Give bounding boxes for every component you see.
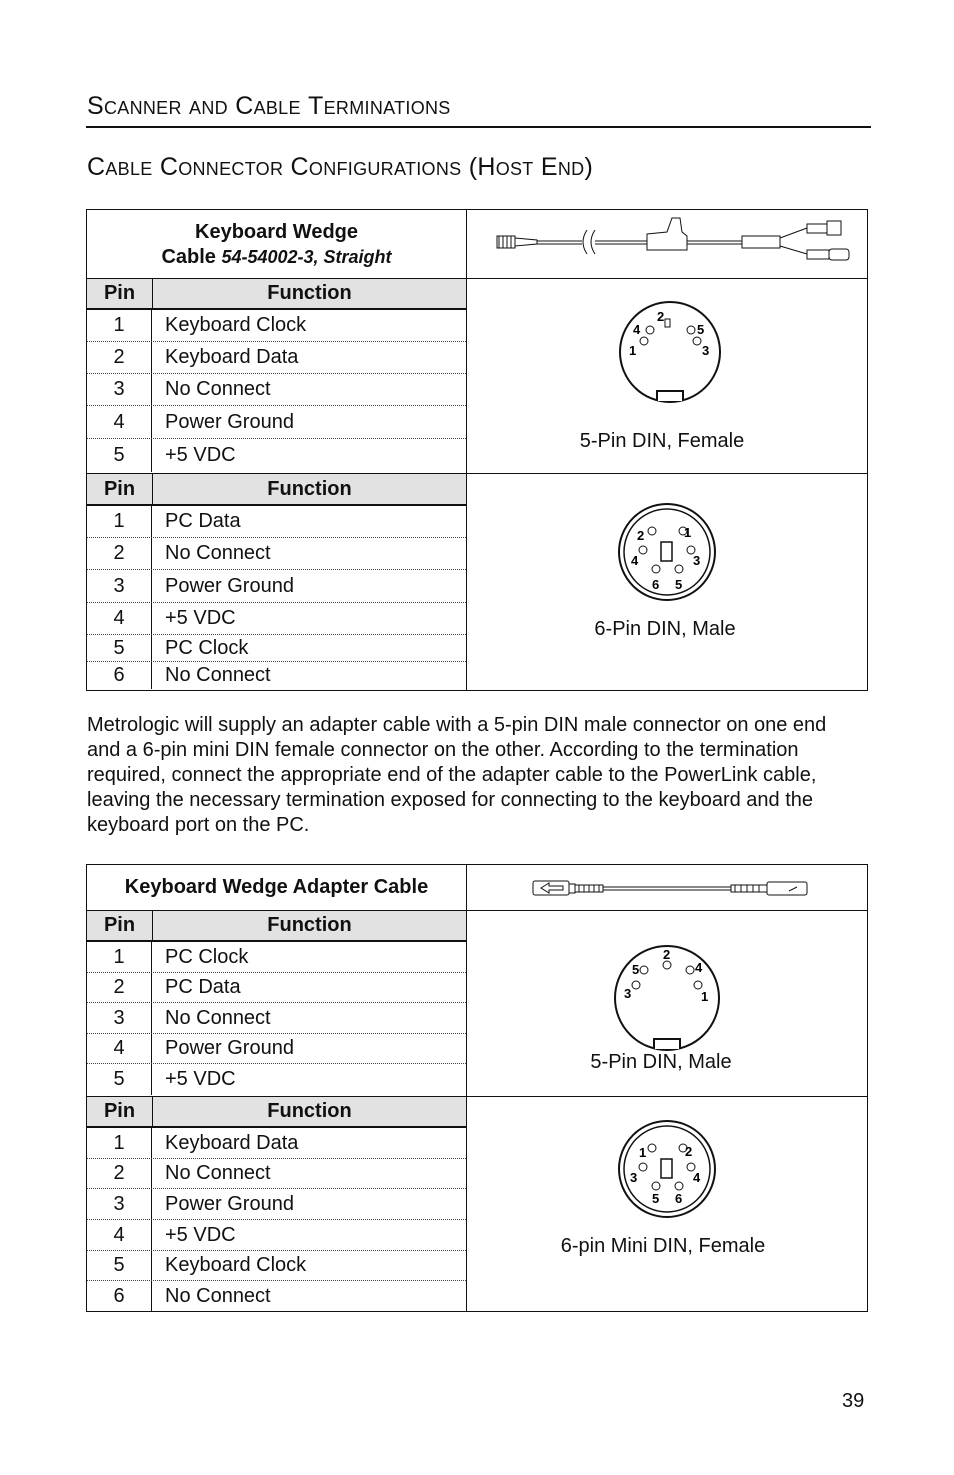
table-row: 6 No Connect	[87, 662, 466, 689]
section-heading: Scanner and Cable Terminations	[87, 92, 451, 120]
pin-label: 4	[633, 322, 641, 337]
column-header-row: Pin Function	[87, 911, 466, 942]
table-row: 3 No Connect	[87, 1003, 466, 1034]
pin-label: 2	[657, 309, 665, 324]
pin-label: 1	[701, 989, 709, 1004]
table-row: 2 No Connect	[87, 1159, 466, 1189]
pin-label: 1	[684, 525, 692, 540]
connector-label: 6-pin Mini DIN, Female	[560, 1235, 766, 1257]
table-row: 5 Keyboard Clock	[87, 1251, 466, 1281]
pin-label: 1	[639, 1145, 647, 1160]
column-header-row: Pin Function	[87, 1097, 466, 1128]
connector-label: 5-Pin DIN, Male	[590, 1051, 732, 1073]
pin-label: 4	[631, 553, 639, 568]
connector-label: 5-Pin DIN, Female	[579, 430, 745, 452]
table-row: 6 No Connect	[87, 1281, 466, 1311]
table-row: 5 +5 VDC	[87, 1064, 466, 1095]
table-row: 4 +5 VDC	[87, 603, 466, 635]
body-paragraph: Metrologic will supply an adapter cable with a 5-pin DIN male connector on one end and a 6-pin mini DIN female connector on the other. According to the termination required, connect the appropriate end of the adapter cable to the PowerLink cable, leaving the necessary termination exposed for connecting to the keyboard and the keyboard port on the PC.	[87, 714, 827, 836]
page-number: 39	[842, 1390, 865, 1412]
part-number: 54-54002-3, Straight	[221, 247, 392, 267]
pin-label: 4	[695, 960, 703, 975]
table-row: 1 Keyboard Data	[87, 1128, 466, 1159]
table-row: 3 Power Ground	[87, 1189, 466, 1220]
table-row: 5 PC Clock	[87, 635, 466, 662]
pin-label: 6	[675, 1191, 683, 1206]
table-row: 1 PC Data	[87, 506, 466, 538]
pin-label: 3	[624, 986, 632, 1001]
keyboard-wedge-cable-table	[86, 209, 868, 691]
subsection-heading: Cable Connector Configurations (Host End)	[87, 153, 594, 181]
table-row: 4 Power Ground	[87, 1034, 466, 1064]
pin-label: 5	[652, 1191, 660, 1206]
table-row: 4 +5 VDC	[87, 1220, 466, 1251]
pin-label: 5	[632, 962, 640, 977]
pin-label: 3	[693, 553, 701, 568]
mini-din-6-female-icon	[617, 1119, 721, 1223]
table-row: 5 +5 VDC	[87, 439, 466, 472]
column-header-row: Pin Function	[87, 279, 466, 310]
pin-label: 2	[685, 1144, 693, 1159]
din-5-male-icon	[612, 943, 722, 1053]
pin-label: 5	[675, 577, 683, 592]
pin-label: 6	[652, 577, 660, 592]
pin-label: 3	[702, 343, 710, 358]
table-row: 4 Power Ground	[87, 406, 466, 439]
table-row: 1 PC Clock	[87, 942, 466, 973]
table-title: Keyboard Wedge Adapter Cable	[87, 865, 467, 910]
pin-label: 5	[697, 322, 705, 337]
adapter-cable-illustration	[467, 865, 867, 910]
table-row: 1 Keyboard Clock	[87, 310, 466, 342]
table-title: Keyboard Wedge Cable 54-54002-3, Straight	[87, 210, 467, 278]
pin-label: 1	[629, 343, 637, 358]
pin-label: 4	[693, 1170, 701, 1185]
pin-label: 2	[663, 947, 671, 962]
table-row: 2 Keyboard Data	[87, 342, 466, 374]
table-row: 3 Power Ground	[87, 570, 466, 603]
pin-label: 3	[630, 1170, 638, 1185]
table-row: 3 No Connect	[87, 374, 466, 406]
keyboard-wedge-adapter-cable-table	[86, 864, 868, 1312]
din-5-female-icon	[617, 297, 727, 407]
din-6-male-icon	[617, 502, 721, 606]
pin-label: 2	[637, 528, 645, 543]
column-header-row: Pin Function	[87, 474, 466, 506]
table-row: 2 No Connect	[87, 538, 466, 570]
connector-label: 6-Pin DIN, Male	[594, 618, 736, 640]
heading-rule	[86, 126, 871, 128]
table-row: 2 PC Data	[87, 973, 466, 1003]
cable-illustration	[467, 210, 867, 278]
